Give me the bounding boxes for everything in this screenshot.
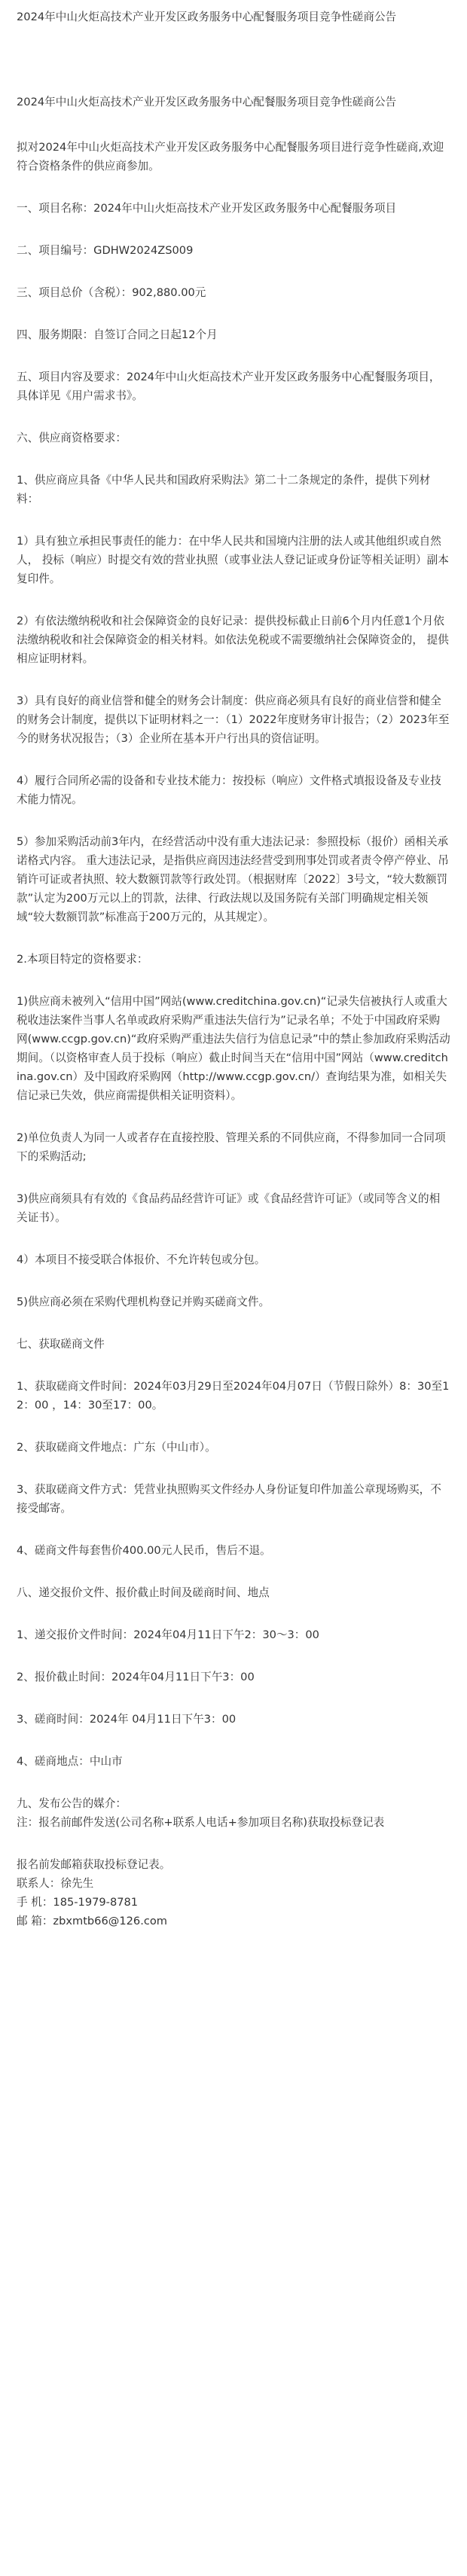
qualification-item-1-3: 3）具有良好的商业信誉和健全的财务会计制度：供应商必须具有良好的商业信誉和健全的财务会计制度，提供以下证明材料之一：（1）2022年度财务审计报告；（2）2023年至今的财务状况报告；（3）企业所在基本开户行出具的资信证明。 bbox=[17, 694, 450, 745]
qualification-heading: 六、供应商资格要求： bbox=[17, 432, 127, 444]
obtain-documents-method: 3、获取磋商文件方式：凭营业执照购买文件经办人身份证复印件加盖公章现场购买，不接受邮寄。 bbox=[17, 1483, 441, 1515]
project-number: 二、项目编号：GDHW2024ZS009 bbox=[17, 244, 194, 257]
contact-person: 联系人：徐先生 bbox=[17, 1877, 94, 1890]
special-qualification-3: 3)供应商须具有有效的《食品药品经营许可证》或《食品经营许可证》（或同等含义的相关证书）。 bbox=[17, 1192, 441, 1224]
intro-paragraph: 拟对2024年中山火炬高技术产业开发区政务服务中心配餐服务项目进行竞争性磋商,欢迎符合资格条件的供应商参加。 bbox=[17, 141, 444, 172]
contact-email: 邮 箱：zbxmtb66@126.com bbox=[17, 1915, 168, 1927]
negotiation-time: 3、磋商时间：2024年 04月11日下午3：00 bbox=[17, 1713, 237, 1726]
special-qualification-1: 1)供应商未被列入“信用中国”网站(www.creditchina.gov.cn)“记录失信被执行人或重大税收违法案件当事人名单或政府采购严重违法失信行为”记录名单；不处于中国政府采购网(www.ccgp.gov.cn)“政府采购严重违法失信行为信息记录”中的禁止参加政府采购活动期间。（以资格审查人员于投标（响应）截止时间当天在“信用中国”网站（www.creditchina.gov.cn）及中国政府采购网（http://www.ccgp.gov.cn/）查询结果为准，如相关失信记录已失效，供应商需提供相关证明资料）。 bbox=[17, 995, 450, 1102]
qualification-item-1-2: 2）有依法缴纳税收和社会保障资金的良好记录：提供投标截止日前6个月内任意1个月依法缴纳税收和社会保障资金的相关材料。如依法免税或不需要缴纳社会保障资金的， 提供相应证明材料。 bbox=[17, 615, 449, 665]
qualification-item-1-1: 1）具有独立承担民事责任的能力：在中华人民共和国境内注册的法人或其他组织或自然人， 投标（响应）时提交有效的营业执照（或事业法人登记证或身份证等相关证明）副本复印件。 bbox=[17, 535, 449, 585]
contact-phone: 手 机：185-1979-8781 bbox=[17, 1896, 139, 1909]
service-period: 四、服务期限：自签订合同之日起12个月 bbox=[17, 328, 218, 341]
submission-time: 1、递交报价文件时间：2024年04月11日下午2：30～3：00 bbox=[17, 1628, 319, 1641]
media-note: 注：报名前邮件发送(公司名称+联系人电话+参加项目名称)获取投标登记表 bbox=[17, 1816, 385, 1829]
announcement-title-top: 2024年中山火炬高技术产业开发区政务服务中心配餐服务项目竞争性磋商公告 bbox=[17, 11, 397, 23]
obtain-documents-heading: 七、获取磋商文件 bbox=[17, 1338, 105, 1351]
special-qualification-2: 2)单位负责人为同一人或者存在直接控股、管理关系的不同供应商，不得参加同一合同项下的采购活动; bbox=[17, 1131, 446, 1163]
submission-deadline: 2、报价截止时间：2024年04月11日下午3：00 bbox=[17, 1671, 255, 1683]
project-budget: 三、项目总价（含税）：902,880.00元 bbox=[17, 286, 206, 299]
obtain-documents-price: 4、磋商文件每套售价400.00元人民币，售后不退。 bbox=[17, 1544, 271, 1557]
project-name: 一、项目名称：2024年中山火炬高技术产业开发区政务服务中心配餐服务项目 bbox=[17, 202, 397, 215]
special-qualification-5: 5)供应商必须在采购代理机构登记并购买磋商文件。 bbox=[17, 1296, 270, 1308]
submission-heading: 八、递交报价文件、报价截止时间及磋商时间、地点 bbox=[17, 1586, 270, 1599]
qualification-item-1-5: 5）参加采购活动前3年内，在经营活动中没有重大违法记录：参照投标（报价）函相关承诺格式内容。 重大违法记录，是指供应商因违法经营受到刑事处罚或者责令停产停业、吊销许可证或者执照、较大数额罚款等行政处罚。（根据财库〔2022〕3号文，“较大数额罚款”认定为200万元以上的罚款，法律、行政法规以及国务院有关部门明确规定相关领域“较大数额罚款”标准高于200万元的，从其规定）。 bbox=[17, 835, 449, 923]
announcement-title-repeat: 2024年中山火炬高技术产业开发区政务服务中心配餐服务项目竞争性磋商公告 bbox=[17, 96, 397, 108]
media-heading: 九、发布公告的媒介： bbox=[17, 1797, 127, 1810]
qualification-item-1: 1、供应商应具备《中华人民共和国政府采购法》第二十二条规定的条件，提供下列材料： bbox=[17, 474, 431, 505]
obtain-documents-place: 2、获取磋商文件地点：广东（中山市）。 bbox=[17, 1441, 216, 1454]
special-qualification-heading: 2.本项目特定的资格要求： bbox=[17, 953, 148, 966]
negotiation-place: 4、磋商地点：中山市 bbox=[17, 1755, 123, 1768]
special-qualification-4: 4）本项目不接受联合体报价、不允许转包或分包。 bbox=[17, 1253, 266, 1266]
project-content: 五、项目内容及要求：2024年中山火炬高技术产业开发区政务服务中心配餐服务项目，具体详见《用户需求书》。 bbox=[17, 371, 441, 402]
signup-note: 报名前发邮箱获取投标登记表。 bbox=[17, 1858, 171, 1871]
obtain-documents-time: 1、获取磋商文件时间：2024年03月29日至2024年04月07日（节假日除外）8：30至12：00 ，14：30至17：00。 bbox=[17, 1380, 450, 1412]
qualification-item-1-4: 4）履行合同所必需的设备和专业技术能力：按投标（响应）文件格式填报设备及专业技术能力情况。 bbox=[17, 774, 441, 806]
